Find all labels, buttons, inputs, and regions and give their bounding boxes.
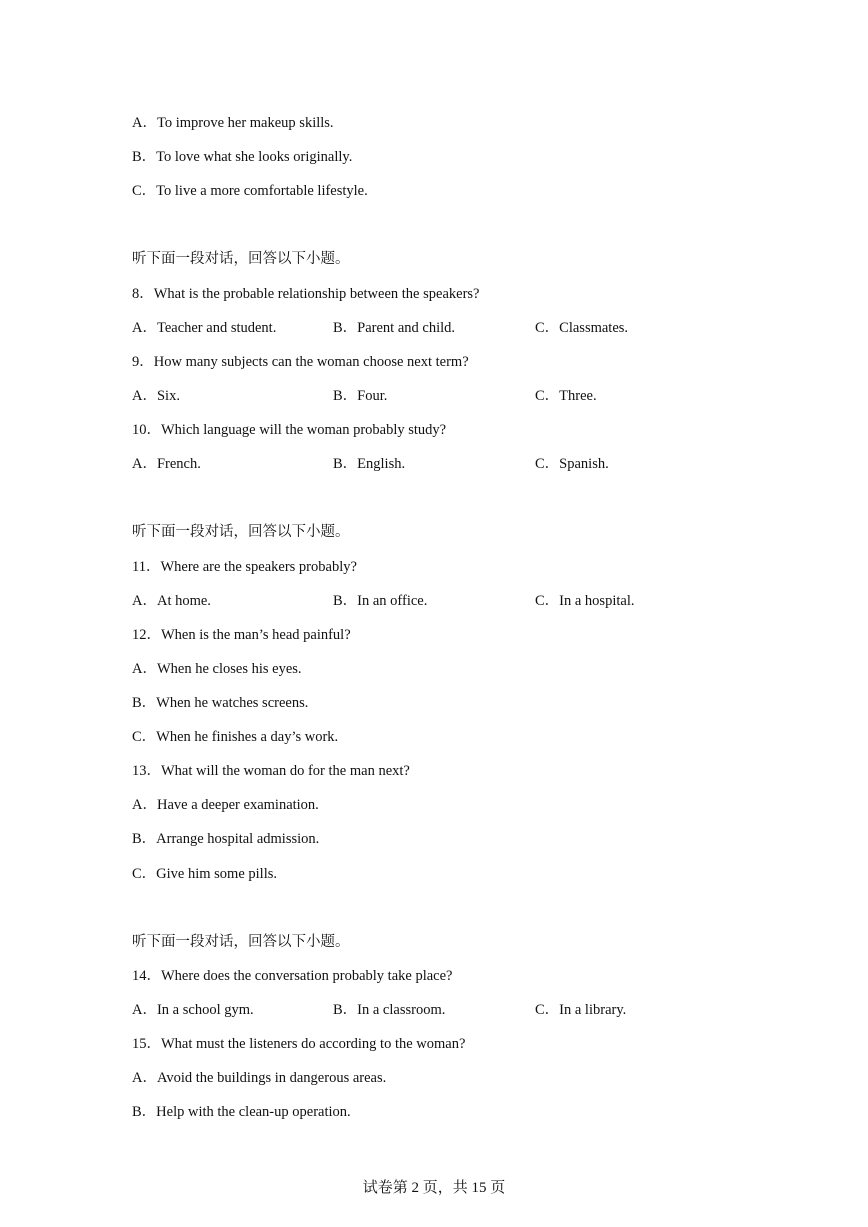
q11-option-a: A．At home. [132, 593, 211, 609]
q14-options [132, 1000, 772, 1020]
q13-option-a: A．Have a deeper examination. [132, 797, 319, 813]
q7-option-c: C．To live a more comfortable lifestyle. [132, 183, 368, 199]
q9-option-c: C．Three. [535, 388, 597, 404]
q12-option-a: A．When he closes his eyes. [132, 661, 302, 677]
q9-option-a: A．Six. [132, 388, 180, 404]
q8-option-a: A．Teacher and student. [132, 320, 277, 336]
q7-option-b: B．To love what she looks originally. [132, 149, 353, 165]
q14-option-a: A．In a school gym. [132, 1002, 254, 1018]
q8-question: 8．What is the probable relationship between the speakers? [132, 286, 480, 302]
q12-question: 12．When is the man’s head painful? [132, 627, 351, 643]
q13-question: 13．What will the woman do for the man next? [132, 763, 410, 779]
q11-option-b: B．In an office. [333, 593, 428, 609]
q12-option-b: B．When he watches screens. [132, 695, 309, 711]
q14-option-b: B．In a classroom. [333, 1002, 446, 1018]
q11-question: 11．Where are the speakers probably? [132, 559, 357, 575]
q15-option-a: A．Avoid the buildings in dangerous areas. [132, 1070, 387, 1086]
page-footer: 试卷第 2 页，共 15 页 [362, 1180, 506, 1196]
q8-option-c: C．Classmates. [535, 320, 629, 336]
q9-option-b: B．Four. [333, 388, 388, 404]
q15-question: 15．What must the listeners do according to the woman? [132, 1036, 466, 1052]
q12-option-c: C．When he finishes a day’s work. [132, 729, 339, 745]
q7-option-a: A．To improve her makeup skills. [132, 115, 334, 131]
q10-options [132, 454, 772, 474]
q14-question: 14．Where does the conversation probably take place? [132, 968, 453, 984]
q11-option-c: C．In a hospital. [535, 593, 635, 609]
q13-option-c: C．Give him some pills. [132, 866, 277, 882]
section-intro: 听下面一段对话，回答以下小题。 [132, 251, 350, 267]
q13-option-b: B．Arrange hospital admission. [132, 831, 320, 847]
q9-question: 9．How many subjects can the woman choose next term? [132, 354, 469, 370]
q9-options [132, 386, 772, 406]
section-intro: 听下面一段对话，回答以下小题。 [132, 524, 350, 540]
q14-option-c: C．In a library. [535, 1002, 627, 1018]
q10-option-b: B．English. [333, 456, 406, 472]
section-intro: 听下面一段对话，回答以下小题。 [132, 934, 350, 950]
q10-option-a: A．French. [132, 456, 201, 472]
q8-options [132, 318, 772, 338]
q8-option-b: B．Parent and child. [333, 320, 456, 336]
q15-option-b: B．Help with the clean-up operation. [132, 1104, 351, 1120]
q10-question: 10．Which language will the woman probably study? [132, 422, 447, 438]
q10-option-c: C．Spanish. [535, 456, 609, 472]
q11-options [132, 591, 772, 611]
